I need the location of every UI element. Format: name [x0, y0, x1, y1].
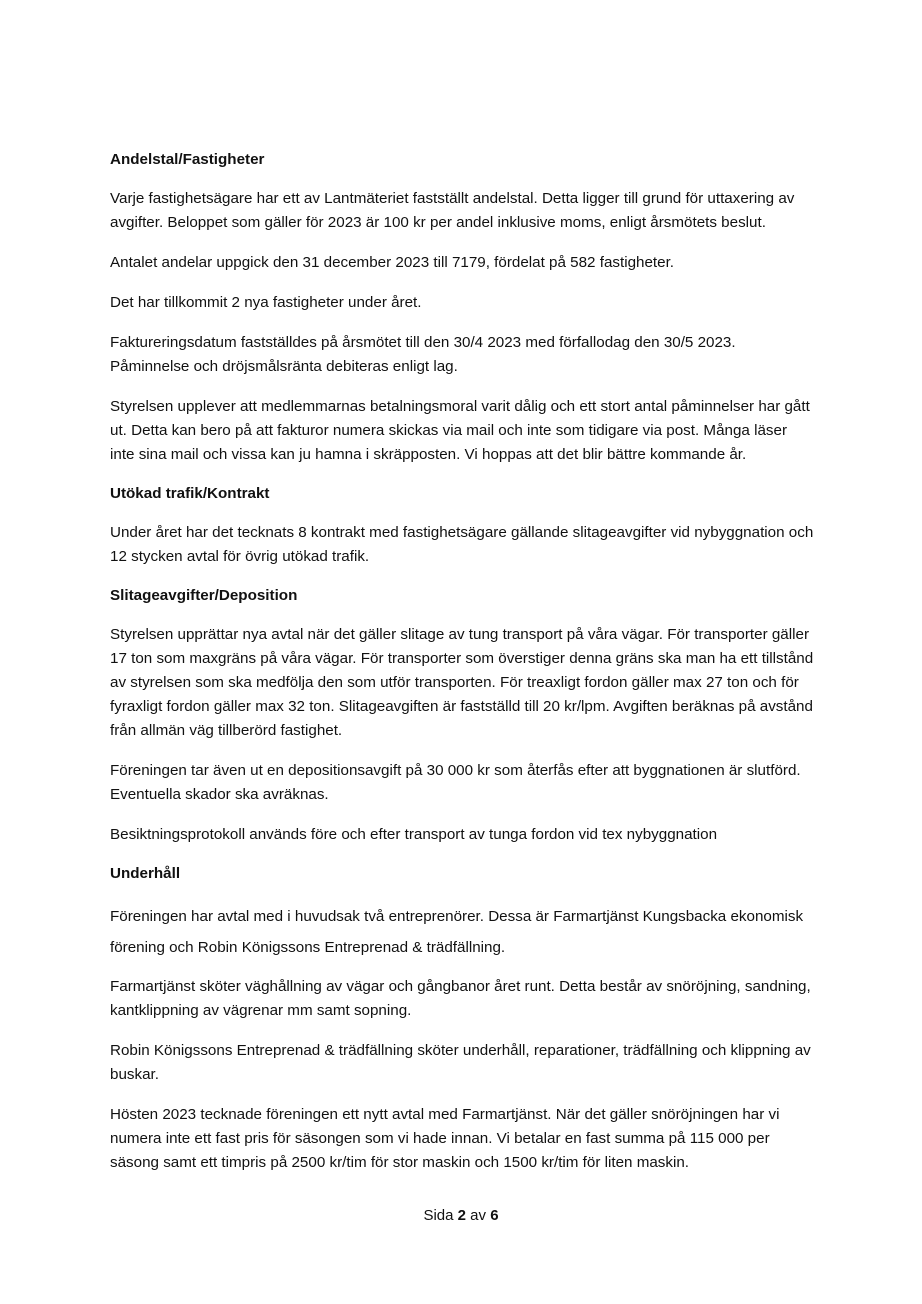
paragraph: Styrelsen upplever att medlemmarnas betalningsmoral varit dålig och ett stort antal påminnelser har gått ut. Detta kan bero på att fakturor numera skickas via mail och inte som tidigare via post. Många läser inte sina mail och vissa kan ju hamna i skräpposten. Vi hoppas att det blir bättre kommande år. [110, 398, 810, 463]
paragraph: Varje fastighetsägare har ett av Lantmäteriet fastställt andelstal. Detta ligger till grund för uttaxering av avgifter. Beloppet som gäller för 2023 är 100 kr per andel inklusive moms, enligt årsmötets beslut. [110, 190, 795, 231]
paragraph: Det har tillkommit 2 nya fastigheter under året. [110, 294, 422, 311]
heading-slitage: Slitageavgifter/Deposition [110, 587, 298, 604]
current-page: 2 [457, 1207, 466, 1224]
paragraph: Föreningen har avtal med i huvudsak två entreprenörer. Dessa är Farmartjänst Kungsbacka ekonomisk förening och Robin Königssons Entreprenad & trädfällning. [110, 908, 804, 956]
paragraph: Faktureringsdatum fastställdes på årsmötet till den 30/4 2023 med förfallodag den 30/5 2023. Påminnelse och dröjsmålsränta debiteras enligt lag. [110, 334, 736, 375]
paragraph: Antalet andelar uppgick den 31 december 2023 till 7179, fördelat på 582 fastigheter. [110, 254, 675, 271]
page-number-footer [0, 1207, 922, 1224]
paragraph: Föreningen tar även ut en depositionsavgift på 30 000 kr som återfås efter att byggnationen är slutförd. Eventuella skador ska avräknas. [110, 762, 801, 803]
heading-underhall: Underhåll [110, 865, 181, 882]
page-separator: av [470, 1207, 487, 1224]
total-pages: 6 [490, 1207, 499, 1224]
paragraph: Hösten 2023 tecknade föreningen ett nytt avtal med Farmartjänst. När det gäller snöröjningen har vi numera inte ett fast pris för säsongen som vi hade innan. Vi betalar en fast summa på 115 000 per säsong samt ett timpris på 2500 kr/tim för stor maskin och 1500 kr/tim för liten maskin. [110, 1106, 780, 1171]
paragraph: Besiktningsprotokoll används före och efter transport av tunga fordon vid tex nybyggnation [110, 826, 718, 843]
paragraph: Robin Königssons Entreprenad & trädfällning sköter underhåll, reparationer, trädfällning och klippning av buskar. [110, 1042, 811, 1083]
paragraph: Farmartjänst sköter väghållning av vägar och gångbanor året runt. Detta består av snöröjning, sandning, kantklippning av vägrenar mm samt sopning. [110, 978, 811, 1019]
heading-andelstal: Andelstal/Fastigheter [110, 151, 265, 168]
page-label: Sida [423, 1207, 454, 1224]
page-content [110, 149, 814, 1191]
heading-trafik: Utökad trafik/Kontrakt [110, 485, 270, 502]
paragraph: Under året har det tecknats 8 kontrakt med fastighetsägare gällande slitageavgifter vid nybyggnation och 12 stycken avtal för övrig utökad trafik. [110, 524, 814, 565]
paragraph: Styrelsen upprättar nya avtal när det gäller slitage av tung transport på våra vägar. För transporter gäller 17 ton som maxgräns på våra vägar. För transporter som överstiger denna gräns ska man ha ett tillstånd av styrelsen som ska medfölja den som utför transporten. För treaxligt fordon gäller max 27 ton och för fyraxligt fordon gäller max 32 ton. Slitageavgiften är fastställd till 20 kr/lpm. Avgiften beräknas på avstånd från allmän väg tillberörd fastighet. [110, 626, 814, 739]
